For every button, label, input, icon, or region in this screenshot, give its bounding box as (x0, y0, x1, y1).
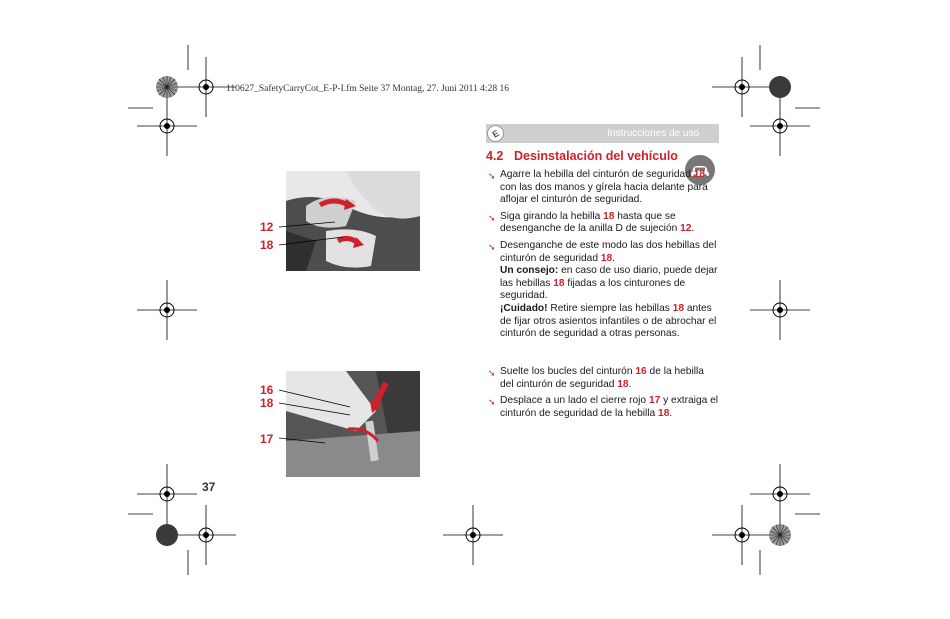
reference-number: 18 (603, 210, 615, 222)
registration-mark (750, 96, 810, 156)
header-bar (486, 124, 719, 143)
starburst-mark (156, 76, 178, 98)
step-text: fijadas a los cinturones de seguridad. (500, 277, 686, 302)
step-text: Suelte los bucles del cinturón (500, 366, 636, 377)
arrow-icon: ➘ (488, 171, 496, 181)
instruction-step (488, 169, 720, 207)
reference-number: 18 (672, 302, 685, 314)
step-text: Desplace a un lado el cierre rojo (500, 395, 649, 407)
instructions-block-2 (488, 366, 720, 424)
emphasis-text: ¡Cuidado! (500, 302, 548, 314)
starburst-mark (769, 524, 791, 546)
emphasis-text: Un consejo: (500, 265, 559, 277)
registration-mark (443, 505, 503, 565)
step-text: de la hebilla del cinturón de seguridad (500, 366, 704, 390)
step-text: hasta que se desenganche de la anilla D de sujeción (500, 210, 681, 235)
print-slug-line: 110627_SafetyCarryCot_E-P-I.fm Seite 37 Montag, 27. Juni 2011 4:28 16 (226, 84, 509, 94)
step-text: Retire siempre las hebillas (547, 302, 673, 314)
registration-mark (750, 280, 810, 340)
language-badge: E (484, 122, 507, 145)
arrow-icon: ➘ (488, 212, 496, 223)
step-text: . (669, 407, 673, 419)
page-number: 37 (202, 480, 216, 494)
arrow-icon: ➘ (488, 397, 496, 408)
reference-number: 18 (658, 407, 670, 419)
reference-number: 18 (617, 378, 629, 390)
reference-number: 12 (680, 223, 692, 235)
step-text: Agarre la hebilla del cinturón de seguridad (500, 169, 694, 180)
section-title-text: Desinstalación del vehículo (514, 149, 678, 163)
step-text: y extraiga el cinturón de seguridad de la hebilla (500, 395, 719, 419)
step-text: con las dos manos y gírela hacia delante para aflojar el cinturón de seguridad. (500, 181, 708, 206)
instruction-step (488, 211, 720, 236)
callout-18: 18 (260, 238, 274, 252)
step-text: antes de fijar otros asientos infantiles o de abrochar el cinturón de seguridad a otras personas. (500, 302, 717, 340)
arrow-icon: ➘ (488, 368, 496, 378)
registration-mark (712, 57, 772, 117)
instruction-step (488, 366, 720, 391)
step-text: en caso de uso diario, puede dejar las hebillas (500, 265, 718, 289)
reference-number: 16 (635, 366, 647, 377)
step-text: . (691, 223, 695, 235)
registration-mark (712, 505, 772, 565)
step-text: . (612, 252, 615, 264)
callout-18-lower: 18 (260, 396, 274, 410)
step-text: Desenganche de este modo las dos hebillas del cinturón de seguridad (500, 239, 717, 264)
header-label: Instrucciones de uso (607, 128, 699, 139)
registration-mark (176, 505, 236, 565)
step-text: . (628, 378, 632, 390)
instruction-step (488, 240, 720, 341)
section-title (486, 149, 678, 163)
registration-mark (750, 464, 810, 524)
reference-number: 17 (648, 395, 661, 407)
figure2-leader-lines (255, 383, 405, 463)
registration-mark (137, 280, 197, 340)
instructions-block-1 (488, 169, 720, 345)
callout-16: 16 (260, 383, 274, 397)
instruction-step (488, 395, 720, 420)
arrow-icon: ➘ (488, 241, 496, 252)
callout-12: 12 (260, 220, 274, 234)
registration-mark (137, 96, 197, 156)
callout-17: 17 (260, 432, 274, 446)
registration-mark (137, 464, 197, 524)
step-text: Siga girando la hebilla (500, 210, 604, 222)
section-number: 4.2 (486, 149, 504, 163)
reference-number: 18 (553, 277, 565, 289)
gray-target-mark (769, 76, 791, 98)
gray-target-mark (156, 524, 178, 546)
reference-number: 18 (600, 252, 613, 264)
reference-number: 18 (693, 169, 706, 180)
